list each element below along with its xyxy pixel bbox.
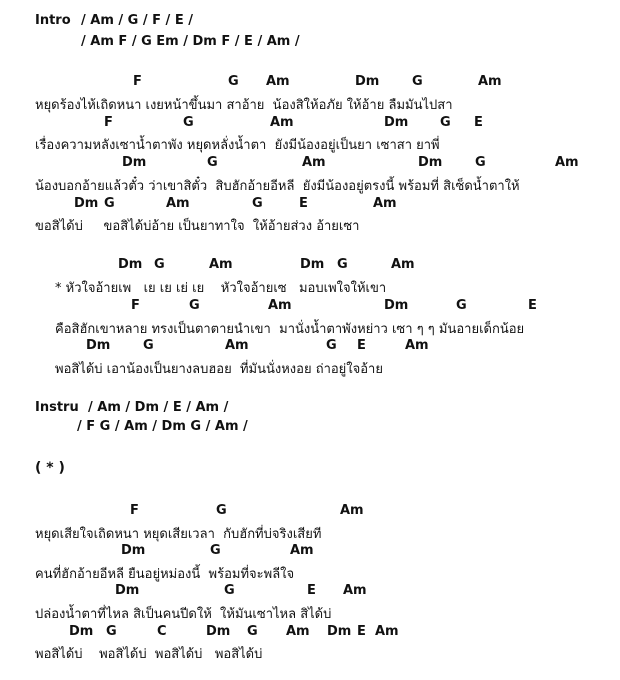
chord-label: G [104, 196, 115, 211]
chord-label: Dm [300, 257, 325, 272]
chord-label: Dm [418, 155, 443, 170]
chord-label: Dm [122, 155, 147, 170]
chord-label: Dm [384, 115, 409, 130]
lyric-line: หยุดเสียใจเถิดหนา หยุดเสียเวลา กับฮักที่บ่จริงเสียที [35, 527, 322, 542]
chord-label: Dm [384, 298, 409, 313]
chord-label: Am [340, 503, 364, 518]
chord-label: Am [391, 257, 415, 272]
chord-label: Am [270, 115, 294, 130]
chord-label: G [247, 624, 258, 639]
chord-label: Am [405, 338, 429, 353]
chord-label: Am [166, 196, 190, 211]
chord-label: G [210, 543, 221, 558]
lyric-line: คนที่ฮักอ้ายอีหลี ยืนอยู่หม่องนี้ พร้อมที่จะพลีใจ [35, 567, 295, 582]
chord-label: G [216, 503, 227, 518]
chord-label: Dm [355, 74, 380, 89]
chord-label: G [228, 74, 239, 89]
chord-label: G [326, 338, 337, 353]
chord-label: Dm [118, 257, 143, 272]
chord-label: G [412, 74, 423, 89]
chord-label: Am [290, 543, 314, 558]
chord-label: Dm [86, 338, 111, 353]
chord-label: E [357, 624, 366, 639]
chord-label: G [106, 624, 117, 639]
chord-label: G [154, 257, 165, 272]
chord-label: E [307, 583, 316, 598]
chord-label: Dm [206, 624, 231, 639]
chord-label: G [337, 257, 348, 272]
chord-label: G [440, 115, 451, 130]
chord-label: G [224, 583, 235, 598]
chord-label: Am [225, 338, 249, 353]
chord-label: Dm [69, 624, 94, 639]
instru-label: Instru [35, 400, 79, 415]
chord-label: F [130, 503, 139, 518]
lyric-line: เรื่องความหลังเซาน้ำตาพัง หยุดหลั่งน้ำตา ยังมีน้องอยู่เป็นยา เซาสา ยาพี่ [35, 138, 440, 153]
chord-label: Am [375, 624, 399, 639]
lyric-line: ปล่องน้ำตาที่ไหล สิเป็นคนปีดให้ ให้มันเซาไหล สิได้บ่ [35, 607, 332, 622]
chord-label: F [133, 74, 142, 89]
chord-label: Dm [74, 196, 99, 211]
chord-label: Dm [327, 624, 352, 639]
chord-label: E [357, 338, 366, 353]
lyric-line: * หัวใจอ้ายเพ เย เย เย่ เย หัวใจอ้ายเซ มอบเพใจให้เขา [55, 281, 387, 296]
chord-label: G [456, 298, 467, 313]
chord-label: C [157, 624, 167, 639]
lyric-line: พอสิได้บ่ พอสิได้บ่ พอสิได้บ่ พอสิได้บ่ [35, 647, 263, 662]
chord-label: Am [286, 624, 310, 639]
chord-label: Am [343, 583, 367, 598]
chord-label: G [143, 338, 154, 353]
lyric-line: ขอสิได้บ่ ขอสิได้บ่อ้าย เป็นยาทาใจ ให้อ้ายส่วง อ้ายเซา [35, 219, 360, 234]
chord-label: F [104, 115, 113, 130]
chord-label: Am [266, 74, 290, 89]
chord-label: Dm [115, 583, 140, 598]
chord-label: G [207, 155, 218, 170]
chord-label: Dm [121, 543, 146, 558]
intro-chords-line-2: / Am F / G Em / Dm F / E / Am / [81, 34, 300, 49]
instru-chords-line-2: / F G / Am / Dm G / Am / [77, 419, 248, 434]
chord-label: G [475, 155, 486, 170]
lyric-line: น้องบอกอ้ายแล้วตั๋ว ว่าเขาสิตั๋ว สิบฮักอ้ายอีหลี ยังมีน้องอยู่ตรงนี้ พร้อมที่ สิเซ็ดน้ำตาให้ [35, 179, 520, 194]
chord-label: Am [268, 298, 292, 313]
lyric-line: พอสิได้บ่ เอาน้องเป็นยางลบฮอย ที่มันนั่งหงอย ถ่าอยู่ใจอ้าย [55, 362, 383, 377]
chord-label: G [252, 196, 263, 211]
chord-label: E [528, 298, 537, 313]
chord-label: E [299, 196, 308, 211]
chord-label: Am [373, 196, 397, 211]
chord-label: Am [478, 74, 502, 89]
chord-label: G [189, 298, 200, 313]
chord-label: F [131, 298, 140, 313]
instru-chords-line-1: / Am / Dm / E / Am / [88, 400, 229, 415]
chord-label: Am [302, 155, 326, 170]
chorus-repeat-marker: ( * ) [35, 460, 65, 476]
lyric-line: หยุดร้องไห้เถิดหนา เงยหน้าขึ้นมา สาอ้าย น้องสิให้อภัย ให้อ้าย ลืมมันไปสา [35, 98, 453, 113]
intro-label: Intro [35, 13, 71, 28]
chord-label: Am [209, 257, 233, 272]
chord-label: E [474, 115, 483, 130]
chord-label: Am [555, 155, 579, 170]
intro-chords-line-1: / Am / G / F / E / [81, 13, 193, 28]
lyric-line: คือสิฮักเขาหลาย ทรงเป็นตาตายนำเขา มานั่งน้ำตาพังหย่าว เซา ๆ ๆ มันอายเด็กน้อย [55, 322, 525, 337]
chord-label: G [183, 115, 194, 130]
